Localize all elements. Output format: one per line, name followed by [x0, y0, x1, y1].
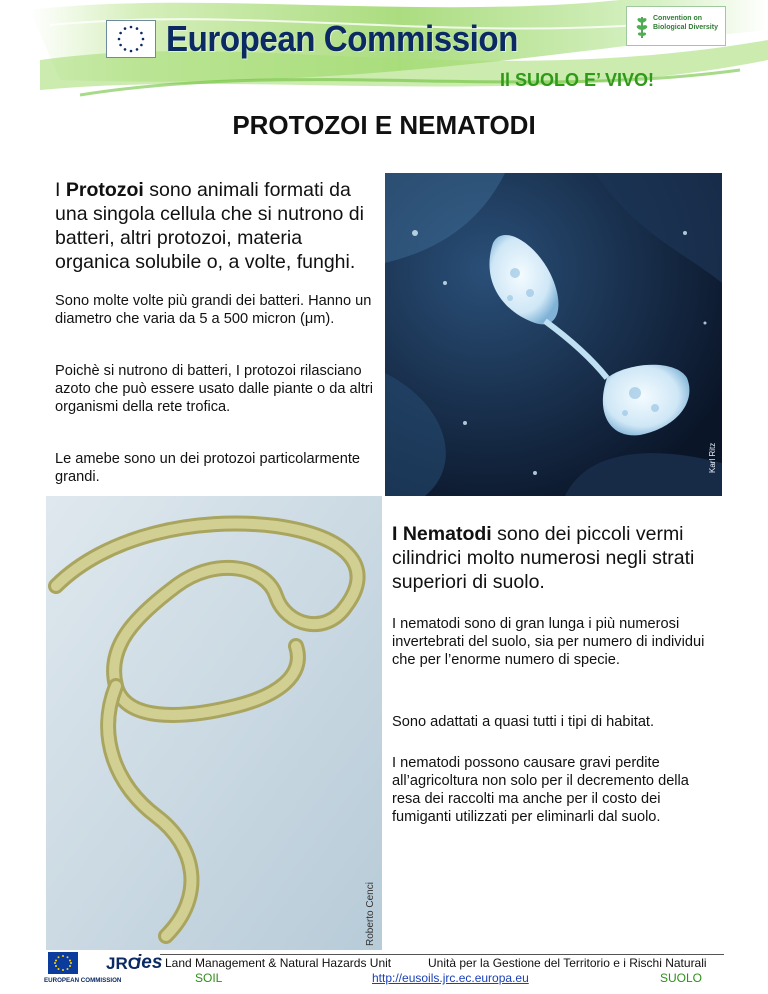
page-header [0, 0, 768, 108]
nematode-lead-text [392, 522, 742, 594]
footer-divider [160, 954, 724, 955]
nematode-lead-rest: sono dei piccoli vermi cilindrici molto numerosi negli strati superiori di suolo. [392, 523, 695, 593]
footer-soil-en: SOIL [195, 971, 223, 985]
nematode-term: I Nematodi [392, 523, 492, 545]
footer-unit-it: Unità per la Gestione del Territorio e i Rischi Naturali [428, 956, 707, 970]
protozoa-photo-credit: Karl Ritz [708, 442, 717, 473]
protozoa-nitrogen-paragraph: Poichè si nutrono di batteri, I protozoi rilasciano azoto che può essere usato dalle piante o da altri organismi della rete trofica. [55, 363, 374, 415]
cbd-label: Convention on Biological Diversity [653, 15, 718, 31]
nematode-micrograph [46, 496, 382, 950]
footer-unit-en: Land Management & Natural Hazards Unit [165, 956, 392, 970]
ec-logo-caption: EUROPEAN COMMISSION [44, 977, 122, 984]
page-title: PROTOZOI E NEMATODI [232, 110, 536, 140]
protozoa-lead-prefix: I [55, 179, 66, 201]
protozoa-lead-text [55, 178, 380, 274]
leaf-icon [633, 13, 651, 39]
protozoa-term: Protozoi [65, 179, 144, 201]
cbd-logo [626, 6, 726, 46]
nematode-habitat-paragraph: Sono adattati a quasi tutti i tipi di habitat. [392, 714, 655, 730]
jrc-ies-logo [104, 952, 163, 988]
protozoa-lead-rest: sono animali formati da una singola cellula che si nutrono di batteri, altri protozoi, materia organica solubile o, a volte, funghi. [55, 179, 364, 273]
nematode-damage-paragraph: I nematodi possono causare gravi perdite all’agricoltura non solo per il decremento della resa dei raccolti ma anche per il costo dei fumiganti utilizzati per eliminarli dal suolo. [392, 755, 689, 825]
protozoa-size-paragraph: Sono molte volte più grandi dei batteri. Hanno un diametro che varia da 5 a 500 micron (μm). [55, 293, 372, 327]
nematode-abundance-paragraph: I nematodi sono di gran lunga i più numerosi invertebrati del suolo, sia per numero di individui che per l’enorme numero di specie. [392, 616, 705, 668]
tagline: Il SUOLO E’ VIVO! [500, 70, 655, 90]
protozoa-micrograph [385, 173, 722, 496]
european-commission-logo [44, 952, 122, 988]
eu-flag-logo [106, 20, 156, 58]
nematode-photo-credit: Roberto Cenci [365, 882, 376, 946]
jrc-logo-text: JRC [106, 954, 141, 973]
protozoa-amoeba-paragraph: Le amebe sono un dei protozoi particolarmente grandi. [55, 451, 361, 485]
ies-logo-text: ies [136, 952, 163, 973]
organization-title: European Commission [166, 18, 518, 59]
footer-website-link[interactable]: http://eusoils.jrc.ec.europa.eu [372, 971, 529, 985]
footer-soil-it: SUOLO [660, 971, 703, 985]
